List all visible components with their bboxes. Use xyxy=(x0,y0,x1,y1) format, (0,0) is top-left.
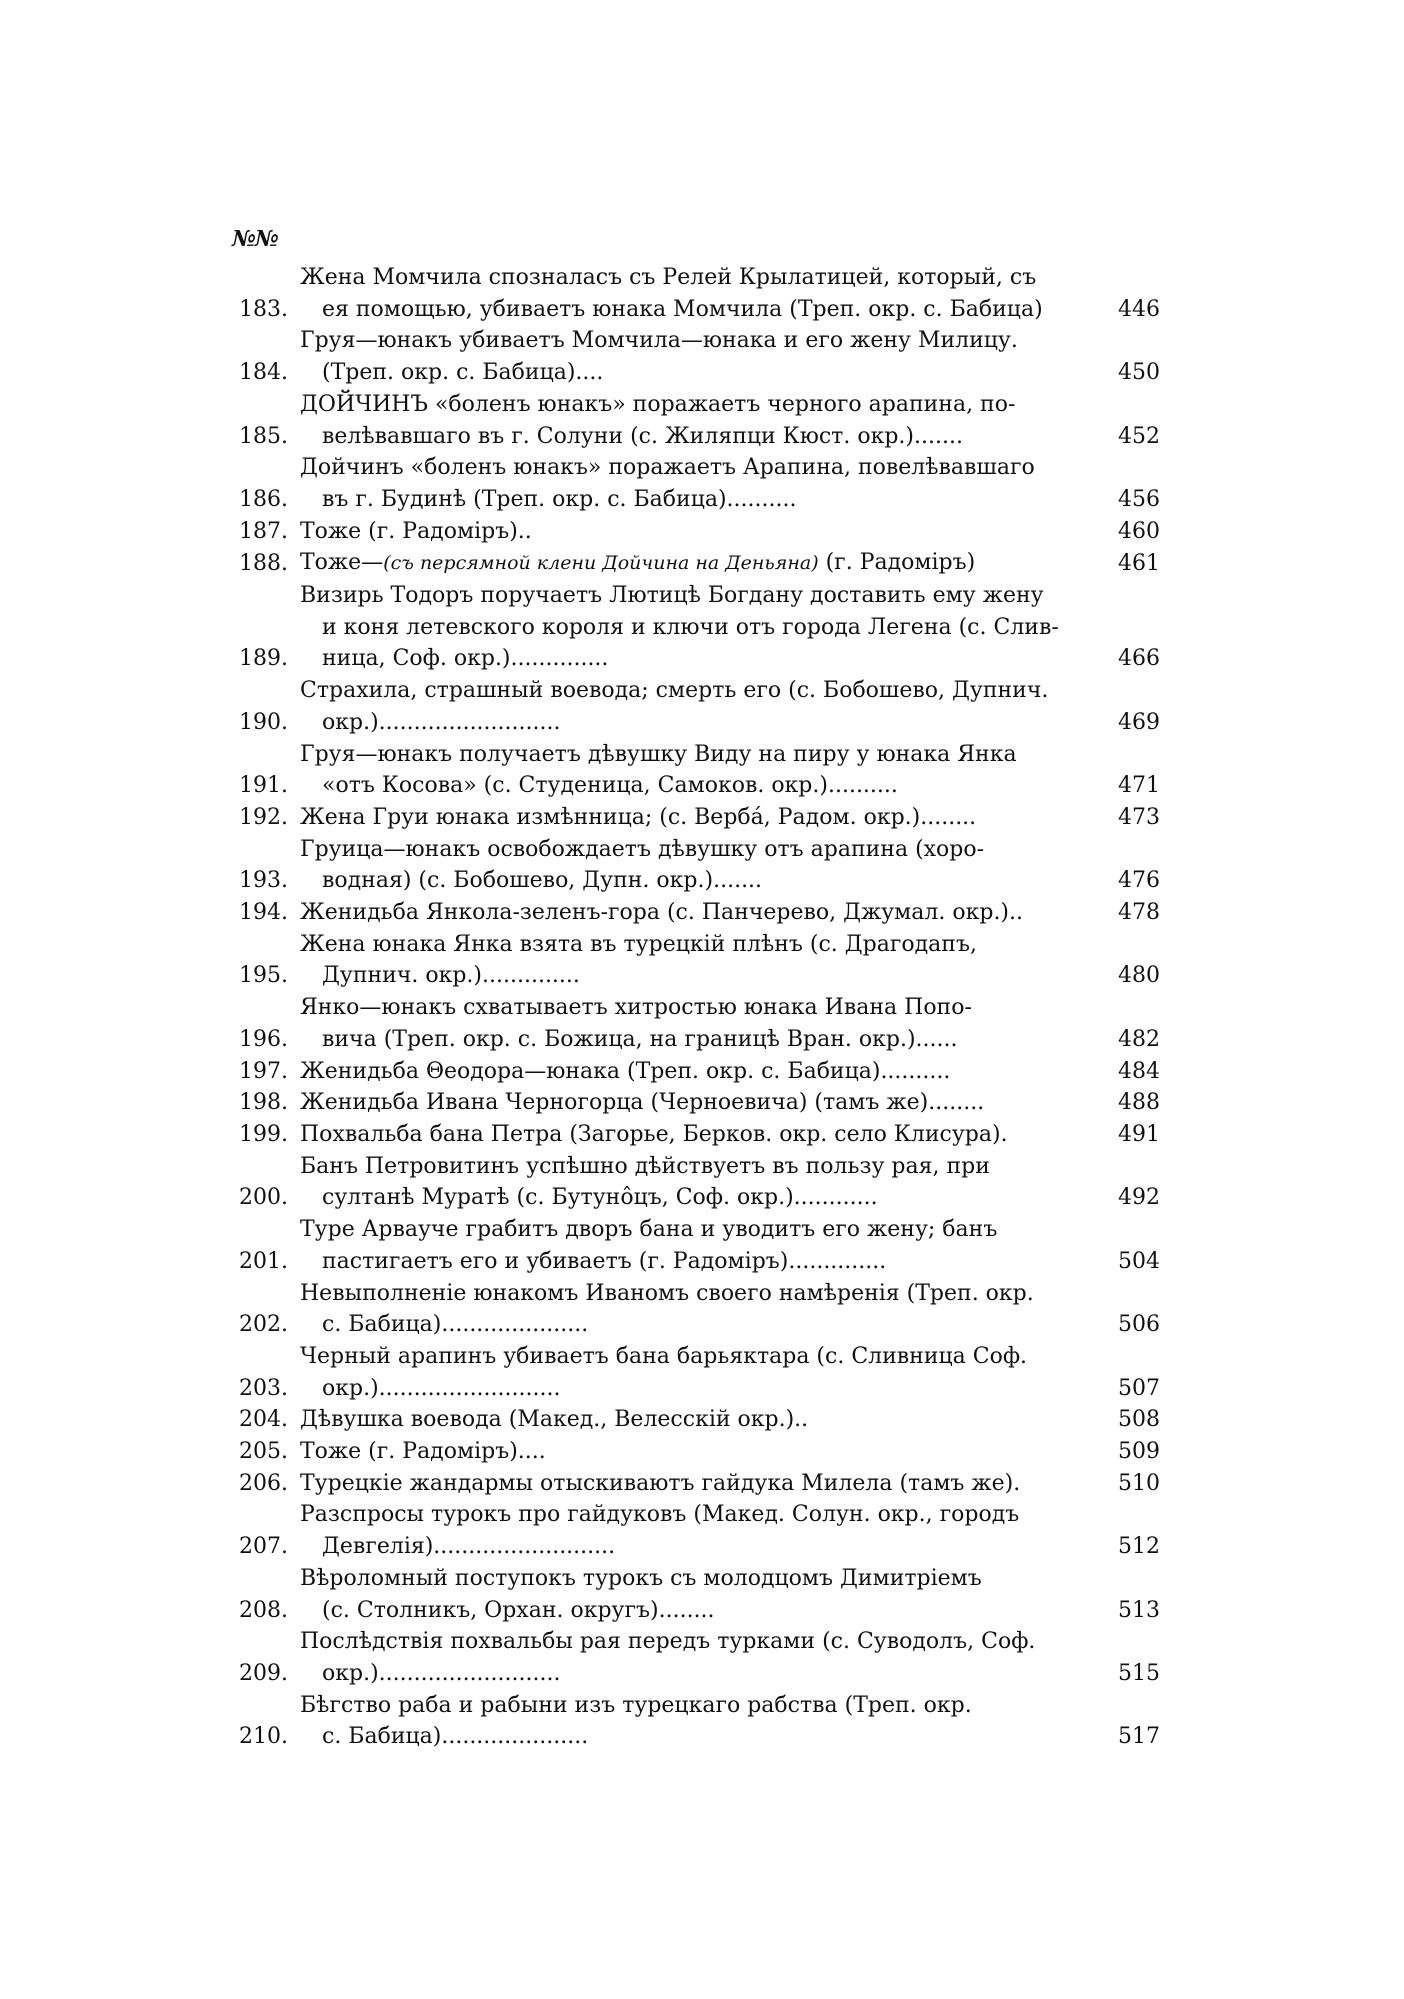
entry-page-number: 507 xyxy=(1118,1375,1160,1401)
entry-number: 196. xyxy=(239,1026,288,1052)
entry-page-number: 515 xyxy=(1118,1660,1160,1686)
entry-page-number: 512 xyxy=(1118,1534,1160,1560)
entry-number: 184. xyxy=(239,360,288,386)
toc-entry xyxy=(200,834,1160,897)
entry-title: Страхила, страшный воевода; смерть его (с. Бобошево, Дупнич. окр.).......................... xyxy=(300,678,1049,735)
entry-page-number: 452 xyxy=(1118,423,1160,449)
entry-page-number: 469 xyxy=(1118,709,1160,735)
entry-title: Тоже (г. Радоміръ).. xyxy=(300,518,532,544)
entry-page-number: 488 xyxy=(1118,1090,1160,1116)
entry-page-number: 509 xyxy=(1118,1439,1160,1465)
entry-number: 209. xyxy=(239,1660,288,1686)
entry-page-number: 478 xyxy=(1118,900,1160,926)
entry-title: Янко—юнакъ схватываетъ хитростью юнака Ивана Попо- вича (Треп. окр. с. Божица, на границѣ Вран. окр.)...... xyxy=(300,995,972,1052)
toc-entry xyxy=(200,675,1160,738)
entry-number: 197. xyxy=(239,1058,288,1084)
entry-page-number: 456 xyxy=(1118,486,1160,512)
entry-number: 207. xyxy=(239,1534,288,1560)
entry-page-number: 446 xyxy=(1118,296,1160,322)
entry-number: 186. xyxy=(239,486,288,512)
entry-page-number: 471 xyxy=(1118,773,1160,799)
toc-entry xyxy=(200,1468,1160,1500)
toc-entry xyxy=(200,1214,1160,1277)
entry-page-number: 476 xyxy=(1118,868,1160,894)
entry-number: 201. xyxy=(239,1248,288,1274)
entry-number: 204. xyxy=(239,1407,288,1433)
entry-page-number: 508 xyxy=(1118,1407,1160,1433)
toc-entry xyxy=(200,1626,1160,1689)
entry-page-number: 492 xyxy=(1118,1185,1160,1211)
entry-title: Жена Груи юнака измѣнница; (с. Вербá, Радом. окр.)........ xyxy=(300,804,977,830)
toc-entry xyxy=(200,1690,1160,1753)
entry-title: Бѣгство раба и рабыни изъ турецкаго рабства (Треп. окр. с. Бабица)..................... xyxy=(300,1692,972,1750)
toc-entry xyxy=(200,992,1160,1055)
toc-entry xyxy=(200,1404,1160,1436)
entry-title: Визирь Тодоръ поручаетъ Лютицѣ Богдану доставить ему жену и коня летевского короля и ключи отъ города Легена (с. Слив- ница, Соф. окр.).............. xyxy=(300,583,1059,672)
entry-number: 205. xyxy=(239,1439,288,1465)
entry-title: ДОЙЧИНЪ «боленъ юнакъ» поражаетъ черного арапина, по- велѣвавшаго въ г. Солуни (с. Жиляпци Кюст. окр.)....... xyxy=(300,391,1016,449)
entry-page-number: 510 xyxy=(1118,1470,1160,1496)
toc-entry xyxy=(200,802,1160,834)
toc-entry xyxy=(200,1087,1160,1119)
entry-page-number: 461 xyxy=(1118,551,1160,577)
entry-page-number: 473 xyxy=(1118,804,1160,830)
table-of-contents xyxy=(200,262,1160,1753)
entry-number: 195. xyxy=(239,963,288,989)
entry-title: Тоже—(съ персямной клени Дойчина на Деньяна) (г. Радоміръ) xyxy=(300,550,976,576)
entry-page-number: 482 xyxy=(1118,1026,1160,1052)
entry-number: 188. xyxy=(239,551,288,577)
entry-number: 203. xyxy=(239,1375,288,1401)
entry-title: Женидьба Янкола-зеленъ-гора (с. Панчерево, Джумал. окр.).. xyxy=(300,900,1024,926)
entry-number: 193. xyxy=(239,868,288,894)
toc-entry xyxy=(200,1119,1160,1151)
toc-entry xyxy=(200,325,1160,388)
entry-title: Жена юнака Янка взята въ турецкій плѣнъ (с. Драгодапъ, Дупнич. окр.).............. xyxy=(300,931,977,989)
column-header-numero: №№ xyxy=(232,226,278,252)
entry-page-number: 491 xyxy=(1118,1121,1160,1147)
toc-entry xyxy=(200,739,1160,802)
entry-title: Туре Арвауче грабитъ дворъ бана и уводитъ его жену; банъ пастигаетъ его и убиваетъ (г. Радоміръ).............. xyxy=(300,1217,998,1274)
entry-title: Груя—юнакъ получаетъ дѣвушку Виду на пиру у юнака Янка «отъ Косова» (с. Студеница, Самоков. окр.).......... xyxy=(300,741,1017,799)
entry-number: 206. xyxy=(239,1470,288,1496)
toc-entry xyxy=(200,1151,1160,1214)
entry-number: 194. xyxy=(239,900,288,926)
entry-title: Женидьба Θеодора—юнака (Треп. окр. с. Бабица).......... xyxy=(300,1058,951,1084)
entry-page-number: 506 xyxy=(1118,1312,1160,1338)
entry-page-number: 504 xyxy=(1118,1248,1160,1274)
toc-entry xyxy=(200,1056,1160,1088)
entry-title: Женидьба Ивана Черногорца (Черноевича) (тамъ же)........ xyxy=(300,1090,985,1116)
entry-number: 189. xyxy=(239,646,288,672)
entry-title: Похвальба бана Петра (Загорье, Берков. окр. село Клисура). xyxy=(300,1121,1008,1147)
entry-number: 187. xyxy=(239,518,288,544)
entry-number: 185. xyxy=(239,423,288,449)
toc-entry xyxy=(200,929,1160,992)
toc-entry xyxy=(200,1563,1160,1626)
entry-title: Вѣроломный поступокъ турокъ съ молодцомъ Димитріемъ (с. Столникъ, Орхан. округъ)........ xyxy=(300,1565,982,1623)
toc-entry xyxy=(200,516,1160,548)
toc-entry xyxy=(200,1341,1160,1404)
entry-page-number: 450 xyxy=(1118,360,1160,386)
entry-number: 192. xyxy=(239,804,288,830)
toc-entry xyxy=(200,389,1160,452)
entry-title: Жена Момчила спозналасъ съ Релей Крылатицей, который, съ ея помощью, убиваетъ юнака Момчила (Треп. окр. с. Бабица) xyxy=(300,265,1043,322)
entry-title: Разспросы турокъ про гайдуковъ (Макед. Солун. окр., городъ Девгелія).......................... xyxy=(300,1502,1020,1560)
entry-page-number: 460 xyxy=(1118,518,1160,544)
toc-entry xyxy=(200,897,1160,929)
entry-number: 199. xyxy=(239,1121,288,1147)
entry-page-number: 480 xyxy=(1118,963,1160,989)
entry-number: 191. xyxy=(239,773,288,799)
entry-page-number: 484 xyxy=(1118,1058,1160,1084)
entry-title: Послѣдствія похвальбы рая передъ турками (с. Суводолъ, Соф. окр.).......................... xyxy=(300,1629,1036,1686)
toc-entry xyxy=(200,1278,1160,1341)
entry-number: 210. xyxy=(239,1724,288,1750)
entry-number: 200. xyxy=(239,1185,288,1211)
toc-entry xyxy=(200,262,1160,325)
entry-number: 208. xyxy=(239,1597,288,1623)
entry-title: Груица—юнакъ освобождаетъ дѣвушку отъ арапина (хоро- водная) (с. Бобошево, Дупн. окр.)....... xyxy=(300,836,985,894)
entry-title: Невыполненіе юнакомъ Иваномъ своего намѣренія (Треп. окр. с. Бабица)..................... xyxy=(300,1280,1034,1338)
entry-page-number: 517 xyxy=(1118,1724,1160,1750)
entry-title: Дойчинъ «боленъ юнакъ» поражаетъ Арапина, повелѣвавшаго въ г. Будинѣ (Треп. окр. с. Бабица).......... xyxy=(300,455,1035,512)
entry-title: Черный арапинъ убиваетъ бана барьяктара (с. Сливница Соф. окр.).......................... xyxy=(300,1343,1028,1401)
entry-number: 198. xyxy=(239,1090,288,1116)
toc-entry xyxy=(200,452,1160,515)
toc-entry xyxy=(200,580,1160,675)
toc-entry xyxy=(200,1436,1160,1468)
toc-entry xyxy=(200,1499,1160,1562)
entry-page-number: 466 xyxy=(1118,646,1160,672)
entry-number: 202. xyxy=(239,1312,288,1338)
entry-title: Дѣвушка воевода (Макед., Велесскій окр.).. xyxy=(300,1407,809,1433)
entry-page-number: 513 xyxy=(1118,1597,1160,1623)
entry-number: 183. xyxy=(239,296,288,322)
entry-title: Банъ Петровитинъ успѣшно дѣйствуетъ въ пользу рая, при султанѣ Муратѣ (с. Бутунôцъ, Соф. окр.)............ xyxy=(300,1153,990,1211)
toc-entry xyxy=(200,547,1160,580)
entry-number: 190. xyxy=(239,709,288,735)
entry-title: Турецкіе жандармы отыскиваютъ гайдука Милела (тамъ же). xyxy=(300,1470,1021,1496)
entry-title: Груя—юнакъ убиваетъ Момчила—юнака и его жену Милицу. (Треп. окр. с. Бабица).... xyxy=(300,328,1018,386)
entry-title: Тоже (г. Радоміръ).... xyxy=(300,1439,546,1465)
